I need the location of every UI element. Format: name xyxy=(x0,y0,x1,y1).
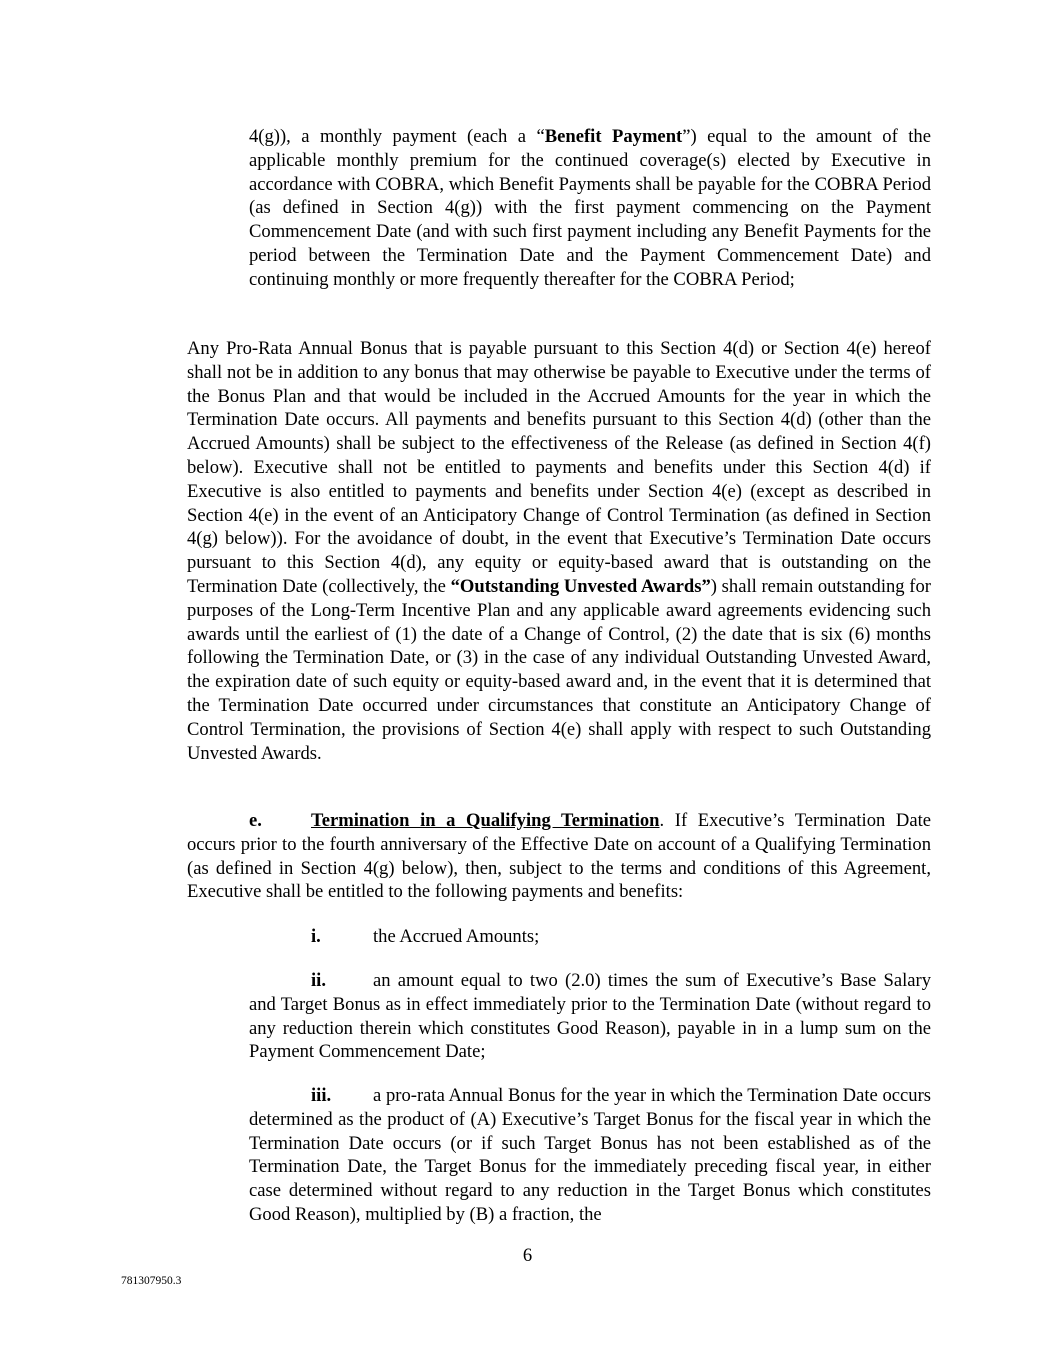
item-number: iii. xyxy=(311,1085,332,1106)
text: . If Executive’s Termination Date occurs prior to the fourth anniversary of the Effective Date on account of a Qualifying Termination (as defined in Section 4(g) below), then, subject to the terms and conditions of this Agreement, Executive shall be entitled to the following payments and benefits: xyxy=(187,810,931,903)
text: an amount equal to two (2.0) times the sum of Executive’s Base Salary and Target Bonus as in effect immediately prior to the Termination Date (without regard to any reduction therein which constitutes Good Reason), payable in in a lump sum on the Payment Commencement Date; xyxy=(249,970,931,1063)
list-item xyxy=(249,969,931,1064)
section-e-paragraph xyxy=(187,809,931,904)
defined-term: Benefit Payment xyxy=(544,126,683,147)
section-number: e. xyxy=(249,810,262,831)
page-number: 6 xyxy=(522,1245,533,1266)
text: a pro-rata Annual Bonus for the year in which the Termination Date occurs determined as the product of (A) Executive’s Target Bonus for the fiscal year in which the Termination Date occurs (or if such Target Bonus has not been established as of the Termination Date, the Target Bonus for the immediately preceding fiscal year, in either case determined without regard to any reduction in the Target Bonus which constitutes Good Reason), multiplied by (B) a fraction, the xyxy=(249,1085,931,1225)
list-item xyxy=(249,1084,931,1227)
paragraph-pro-rata-bonus xyxy=(187,337,931,765)
text: ) shall remain outstanding for purposes of the Long-Term Incentive Plan and any applicable award agreements evidencing such awards until the earliest of (1) the date of a Change of Control, (2) the date that is six (6) months following the Termination Date, or (3) in the case of any individual Outstanding Unvested Award, the expiration date of such equity or equity-based award and, in the event that it is determined that the Termination Date occurred under circumstances that constitute an Anticipatory Change of Control Termination, the provisions of Section 4(e) shall apply with respect to such Outstanding Unvested Awards. xyxy=(187,575,931,764)
text: Any Pro-Rata Annual Bonus that is payable pursuant to this Section 4(d) or Section 4(e) hereof shall not be in addition to any bonus that may otherwise be payable to Executive under the terms of the Bonus Plan and that would be included in the Accrued Amounts for the year in which the Termination Date occurs. All payments and benefits pursuant to this Section 4(d) (other than the Accrued Amounts) shall be subject to the effectiveness of the Release (as defined in Section 4(f) below). Executive shall not be entitled to payments and benefits under this Section 4(d) if Executive is also entitled to payments and benefits under Section 4(e) (except as described in Section 4(e) in the event of an Anticipatory Change of Control Termination (as defined in Section 4(g) below)). For the avoidance of doubt, in the event that Executive’s Termination Date occurs pursuant to this Section 4(d), any equity or equity-based award that is outstanding on the Termination Date (collectively, the xyxy=(187,338,931,597)
section-heading: Termination in a Qualifying Termination xyxy=(311,810,660,831)
item-number: ii. xyxy=(311,970,326,991)
text: 4(g)), a monthly payment (each a “ xyxy=(249,126,545,147)
list-item xyxy=(249,925,931,949)
item-number: i. xyxy=(311,926,321,947)
defined-term: “Outstanding Unvested Awards” xyxy=(450,575,711,597)
text: the Accrued Amounts; xyxy=(373,926,540,947)
document-id: 781307950.3 xyxy=(121,1275,182,1287)
paragraph-benefit-payment xyxy=(249,125,931,292)
text: ”) equal to the amount of the applicable monthly premium for the continued coverage(s) elected by Executive in accordance with COBRA, which Benefit Payments shall be payable for the COBRA Period (as defined in Section 4(g)) with the first payment commencing on the Payment Commencement Date (and with such first payment including any Benefit Payments for the period between the Termination Date and the Payment Commencement Date) and continuing monthly or more frequently thereafter for the COBRA Period; xyxy=(249,126,931,290)
